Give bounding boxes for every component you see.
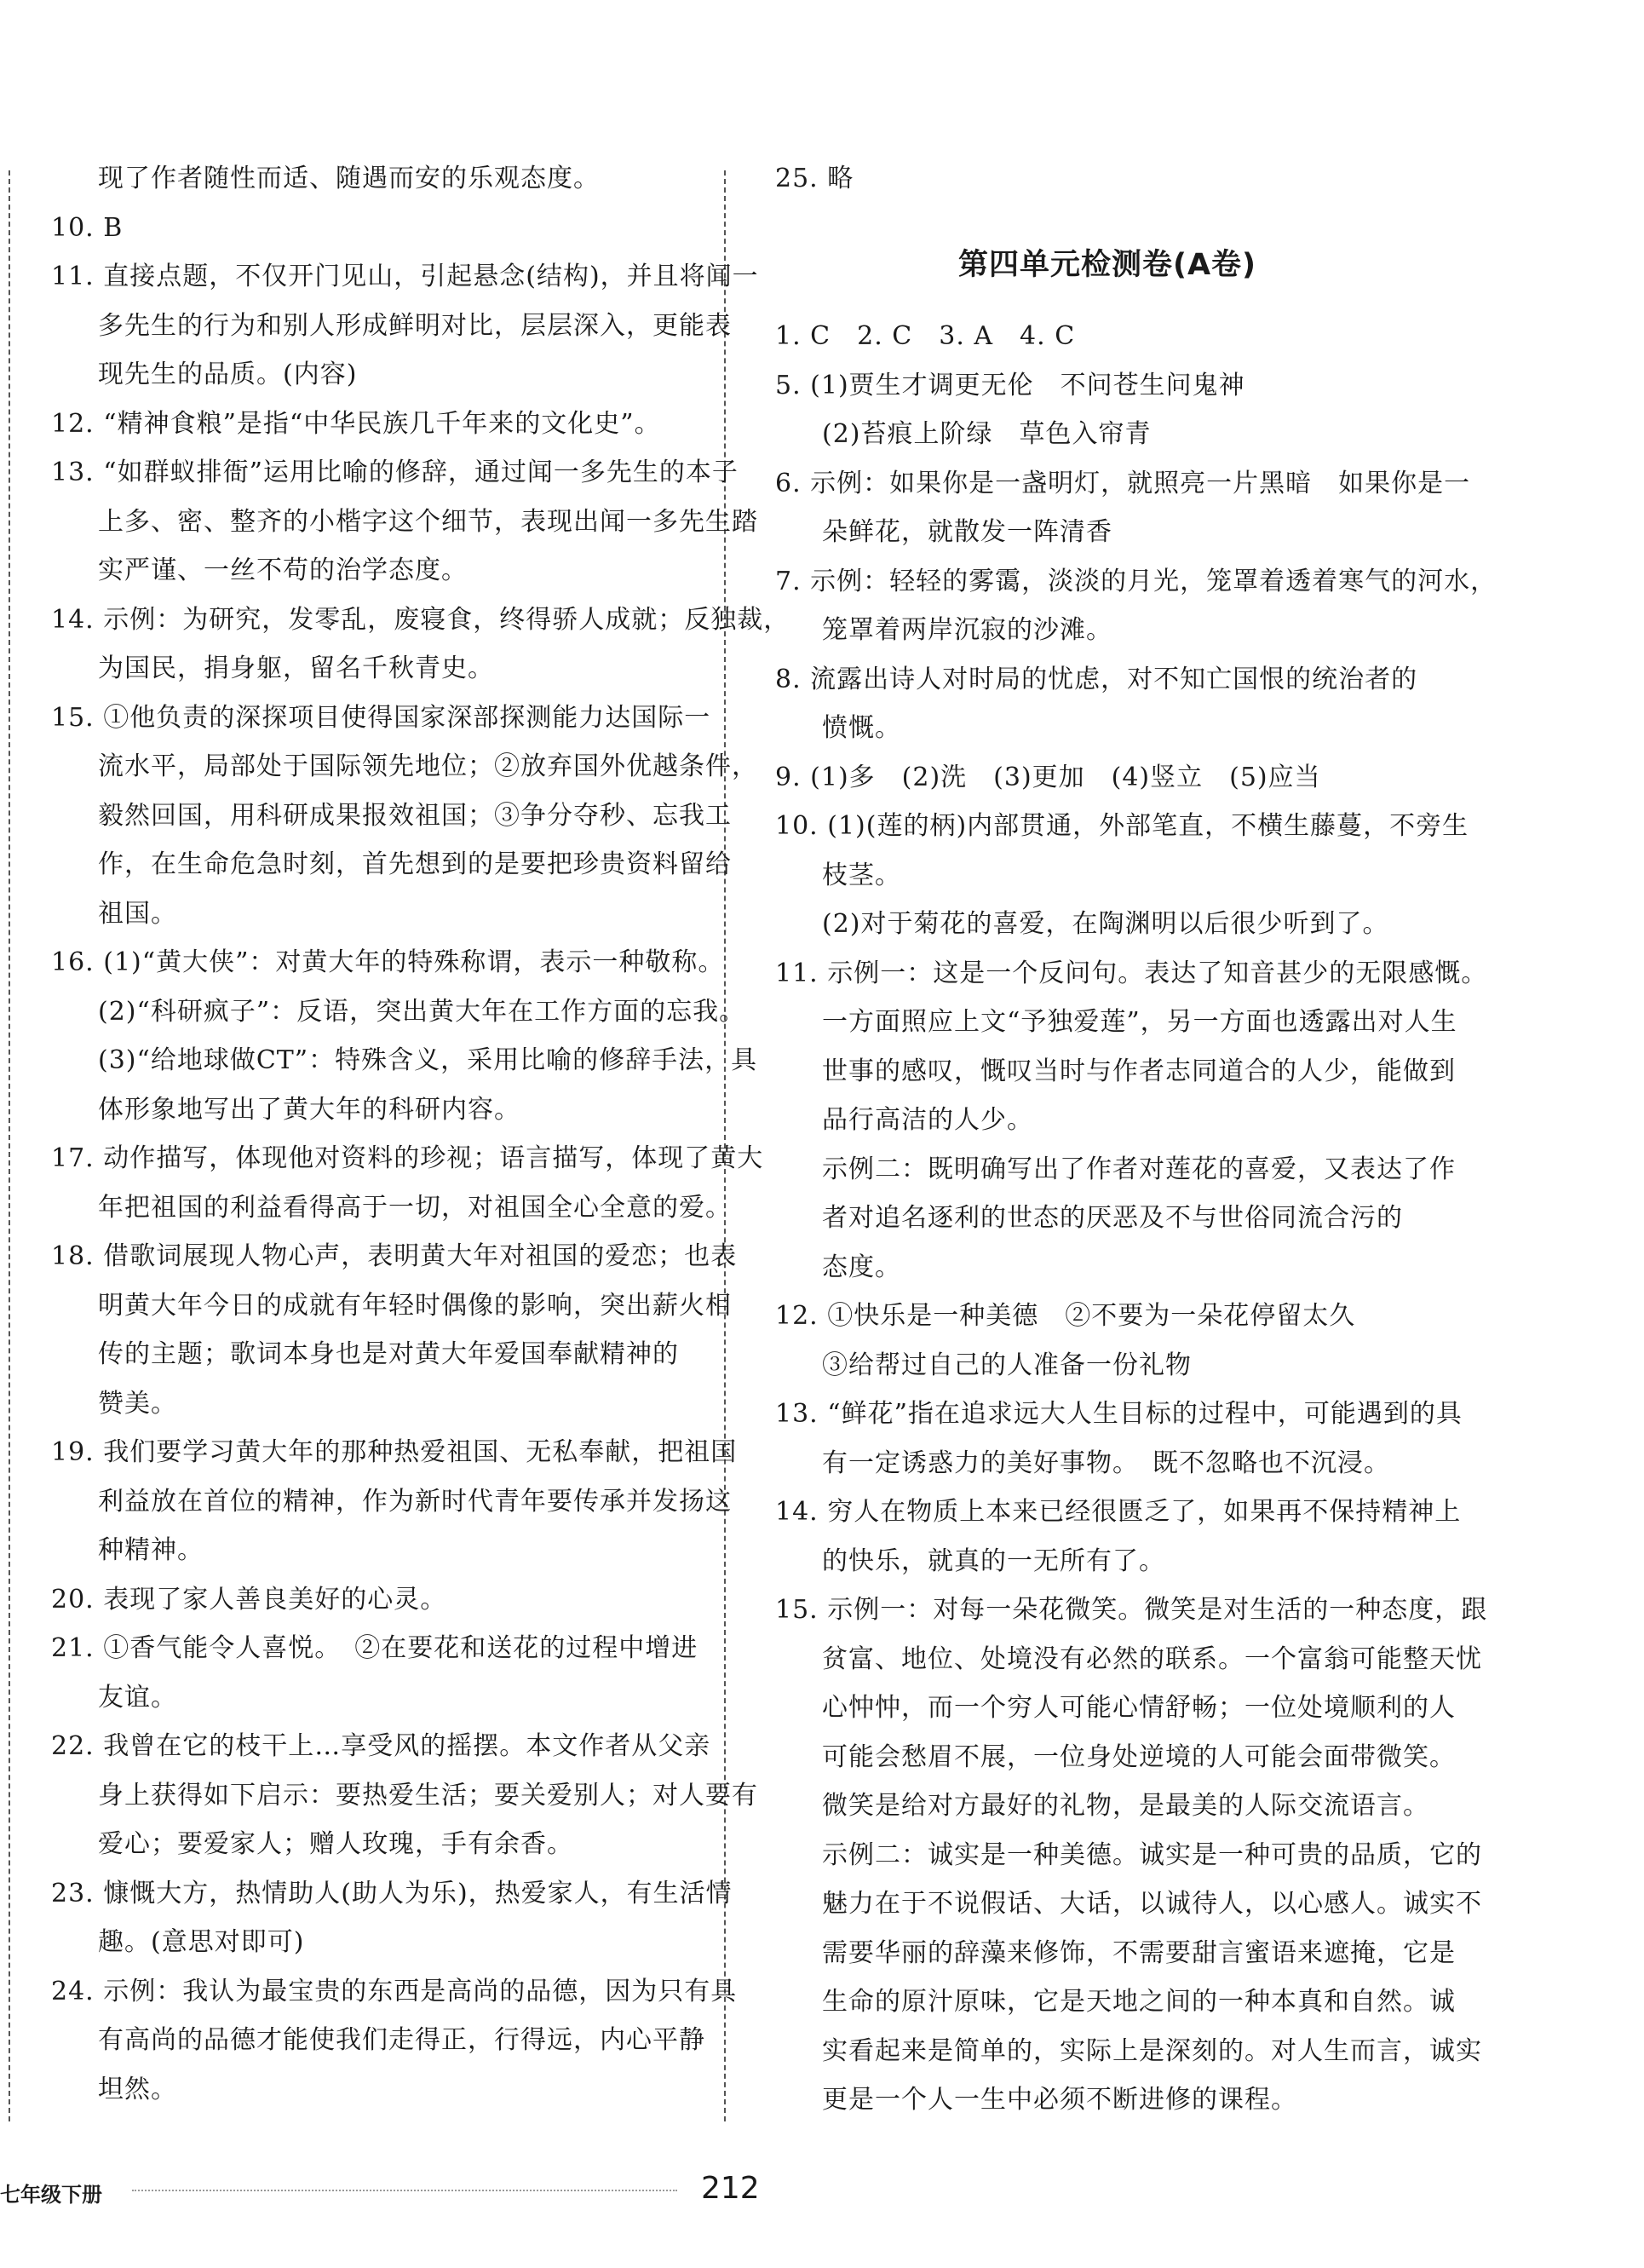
answer-line: 8. 流露出诗人对时局的忧虑，对不知亡国恨的统治者的 [775,664,1418,694]
answer-line: 可能会愁眉不展，一位身处逆境的人可能会面带微笑。 [822,1741,1456,1772]
answer-line: ③给帮过自己的人准备一份礼物 [822,1350,1192,1380]
answer-line: 贫富、地位、处境没有必然的联系。一个富翁可能整天忧 [822,1643,1482,1674]
answer-line: 者对追名逐利的世态的厌恶及不与世俗同流合污的 [822,1203,1403,1233]
answer-line: 有高尚的品德才能使我们走得正，行得远，内心平静 [98,2025,705,2055]
answer-line: 上多、密、整齐的小楷字这个细节，表现出闻一多先生踏 [98,506,758,537]
answer-line: 13. “如群蚁排衙”运用比喻的修辞，通过闻一多先生的本子 [51,458,739,487]
answer-line: 15. ①他负责的深探项目使得国家深部探测能力达国际一 [51,702,711,733]
answer-line: 14. 示例：为研究，发零乱，废寝食，终得骄人成就；反独裁， [51,604,790,635]
answer-line: 明黄大年今日的成就有年轻时偶像的影响，突出薪火相 [98,1290,732,1321]
answer-line: (2)对于菊花的喜爱，在陶渊明以后很少听到了。 [822,909,1389,939]
answer-line: 友谊。 [98,1682,177,1713]
answer-line: 多先生的行为和别人形成鲜明对比，层层深入，更能表 [98,310,732,341]
answer-line: 品行高洁的人少。 [822,1105,1033,1135]
answer-line: (2)苔痕上阶绿 草色入帘青 [822,419,1152,449]
answer-line: (2)“科研疯子”：反语，突出黄大年在工作方面的忘我。 [98,996,746,1027]
answer-line: 18. 借歌词展现人物心声，表明黄大年对祖国的爱恋；也表 [51,1241,738,1271]
answer-line: 19. 我们要学习黄大年的那种热爱祖国、无私奉献，把祖国 [51,1437,738,1467]
answer-line: 微笑是给对方最好的礼物，是最美的人际交流语言。 [822,1791,1429,1821]
answer-line: 坦然。 [98,2074,177,2104]
answer-line: (3)“给地球做CT”：特殊含义，采用比喻的修辞手法，具 [98,1045,758,1075]
answer-line: 15. 示例一：对每一朵花微笑。微笑是对生活的一种态度，跟 [775,1595,1488,1625]
answer-line: 朵鲜花，就散发一阵清香 [822,517,1112,547]
answer-line: 愤慨。 [822,713,901,743]
answer-line: 体形象地写出了黄大年的科研内容。 [98,1094,520,1125]
answer-line: 12. “精神食粮”是指“中华民族几千年来的文化史”。 [51,408,661,439]
answer-line: 心忡忡，而一个穷人可能心情舒畅；一位处境顺利的人 [822,1693,1456,1723]
answer-line: 一方面照应上文“予独爱莲”，另一方面也透露出对人生 [822,1007,1457,1037]
section-title: 第四单元检测卷(A卷) [957,248,1257,282]
answer-line: 10. (1)(莲的柄)内部贯通，外部笔直，不横生藤蔓，不旁生 [775,811,1469,841]
answer-line: 20. 表现了家人善良美好的心灵。 [51,1584,447,1615]
answer-line: 为国民，捐身躯，留名千秋青史。 [98,653,494,683]
answer-line: 13. “鲜花”指在追求远大人生目标的过程中，可能遇到的具 [775,1399,1463,1429]
answer-line: 枝茎。 [822,860,901,890]
answer-line: 示例二：既明确写出了作者对莲花的喜爱，又表达了作 [822,1154,1456,1184]
answer-line: 毅然回国，用科研成果报效祖国；③争分夺秒、忘我工 [98,800,732,831]
answer-line: 身上获得如下启示：要热爱生活；要关爱别人；对人要有 [98,1780,758,1810]
answer-line: 12. ①快乐是一种美德 ②不要为一朵花停留太久 [775,1301,1356,1331]
answer-line: 21. ①香气能令人喜悦。 ②在要花和送花的过程中增进 [51,1633,698,1663]
answer-line: 笼罩着两岸沉寂的沙滩。 [822,615,1112,645]
answer-line: 有一定诱惑力的美好事物。 既不忽略也不沉浸。 [822,1448,1390,1478]
answer-line: 1. C 2. C 3. A 4. C [775,321,1076,351]
answer-line: 22. 我曾在它的枝干上…享受风的摇摆。本文作者从父亲 [51,1731,711,1761]
answer-line: 作，在生命危急时刻，首先想到的是要把珍贵资料留给 [98,849,732,879]
answer-line: 现先生的品质。(内容) [98,360,358,389]
answer-line: 24. 示例：我认为最宝贵的东西是高尚的品德，因为只有具 [51,1976,738,2006]
binding-cut-line [9,170,10,2121]
answer-line: 现了作者随性而适、随遇而安的乐观态度。 [98,164,600,193]
footer-dotted-rule [132,2190,677,2191]
answer-line: 种精神。 [98,1535,204,1565]
answer-line: 14. 穷人在物质上本来已经很匮乏了，如果再不保持精神上 [775,1497,1462,1527]
answer-line: 需要华丽的辞藻来修饰，不需要甜言蜜语来遮掩，它是 [822,1937,1456,1968]
answer-line: 趣。(意思对即可) [98,1927,305,1957]
answer-line: 爱心；要爱家人；赠人玫瑰，手有余香。 [98,1829,573,1859]
answer-line: 25. 略 [775,164,854,193]
answer-line: 传的主题；歌词本身也是对黄大年爱国奉献精神的 [98,1339,679,1369]
answer-line: 17. 动作描写，体现他对资料的珍视；语言描写，体现了黄大 [51,1143,764,1173]
answer-line: 赞美。 [98,1388,177,1419]
answer-line: 9. (1)多 (2)洗 (3)更加 (4)竖立 (5)应当 [775,762,1321,792]
page-number: 212 [701,2171,760,2206]
answer-line: 23. 慷慨大方，热情助人(助人为乐)，热爱家人，有生活情 [51,1878,733,1908]
answer-line: 11. 直接点题，不仅开门见山，引起悬念(结构)，并且将闻一 [51,262,759,291]
answer-line: 16. (1)“黄大侠”：对黄大年的特殊称谓，表示一种敬称。 [51,947,725,977]
answer-line: 世事的感叹，慨叹当时与作者志同道合的人少，能做到 [822,1056,1456,1086]
answer-line: 更是一个人一生中必须不断进修的课程。 [822,2085,1297,2115]
answer-line: 实严谨、一丝不苟的治学态度。 [98,555,468,585]
answer-line: 7. 示例：轻轻的雾霭，淡淡的月光，笼罩着透着寒气的河水， [775,566,1497,596]
answer-line: 6. 示例：如果你是一盏明灯，就照亮一片黑暗 如果你是一 [775,468,1471,498]
answer-line: 利益放在首位的精神，作为新时代青年要传承并发扬这 [98,1486,732,1517]
answer-line: 示例二：诚实是一种美德。诚实是一种可贵的品质，它的 [822,1839,1482,1870]
answer-line: 5. (1)贾生才调更无伦 不问苍生问鬼神 [775,370,1245,400]
answer-line: 11. 示例一：这是一个反问句。表达了知音甚少的无限感慨。 [775,958,1488,988]
answer-line: 祖国。 [98,898,177,929]
answer-line: 10. B [51,212,124,243]
answer-line: 魅力在于不说假话、大话，以诚待人，以心感人。诚实不 [822,1889,1482,1919]
answer-line: 实看起来是简单的，实际上是深刻的。对人生而言，诚实 [822,2035,1482,2066]
grade-label: 七年级下册 [0,2183,102,2207]
answer-line: 的快乐，就真的一无所有了。 [822,1546,1165,1576]
answer-line: 态度。 [822,1252,901,1282]
answer-line: 流水平，局部处于国际领先地位；②放弃国外优越条件， [98,751,758,781]
answer-line: 生命的原汁原味，它是天地之间的一种本真和自然。诚 [822,1987,1456,2017]
answer-line: 年把祖国的利益看得高于一切，对祖国全心全意的爱。 [98,1192,732,1223]
